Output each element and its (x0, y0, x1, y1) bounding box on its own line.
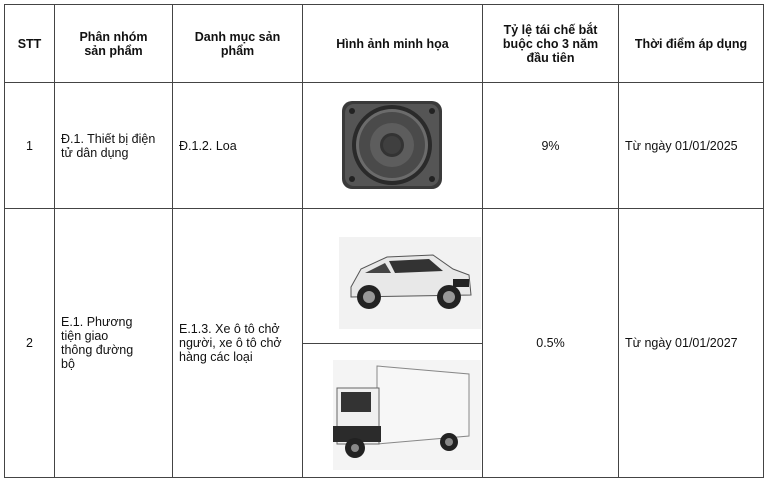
header-row (5, 5, 764, 83)
header-stt: STT (5, 5, 55, 83)
row-stt: 1 (5, 83, 55, 209)
row-time: Từ ngày 01/01/2027 (619, 209, 764, 478)
header-category: Danh mục sản phẩm (173, 5, 303, 83)
table-row (5, 209, 764, 478)
row-image (303, 209, 483, 478)
truck-image-box (303, 344, 482, 470)
row-rate: 9% (483, 83, 619, 209)
row-time: Từ ngày 01/01/2025 (619, 83, 764, 209)
row-stt: 2 (5, 209, 55, 478)
header-time: Thời điểm áp dụng (619, 5, 764, 83)
row-category: Đ.1.2. Loa (173, 83, 303, 209)
row-rate: 0.5% (483, 209, 619, 478)
recycling-rate-table (4, 4, 764, 478)
table-row (5, 83, 764, 209)
box-truck-image (303, 344, 481, 470)
row-group: E.1. Phương tiện giao thông đường bộ (55, 209, 173, 478)
row-image (303, 83, 483, 209)
suv-car-image (303, 217, 481, 343)
row-category: E.1.3. Xe ô tô chở người, xe ô tô chở hàng các loại (173, 209, 303, 478)
header-group: Phân nhóm sản phẩm (55, 5, 173, 83)
row-group: Đ.1. Thiết bị điện tử dân dụng (55, 83, 173, 209)
header-image: Hình ảnh minh họa (303, 5, 483, 83)
speaker-image (303, 83, 481, 208)
header-rate: Tỷ lệ tái chế bắt buộc cho 3 năm đầu tiên (483, 5, 619, 83)
car-image-box (303, 217, 482, 344)
